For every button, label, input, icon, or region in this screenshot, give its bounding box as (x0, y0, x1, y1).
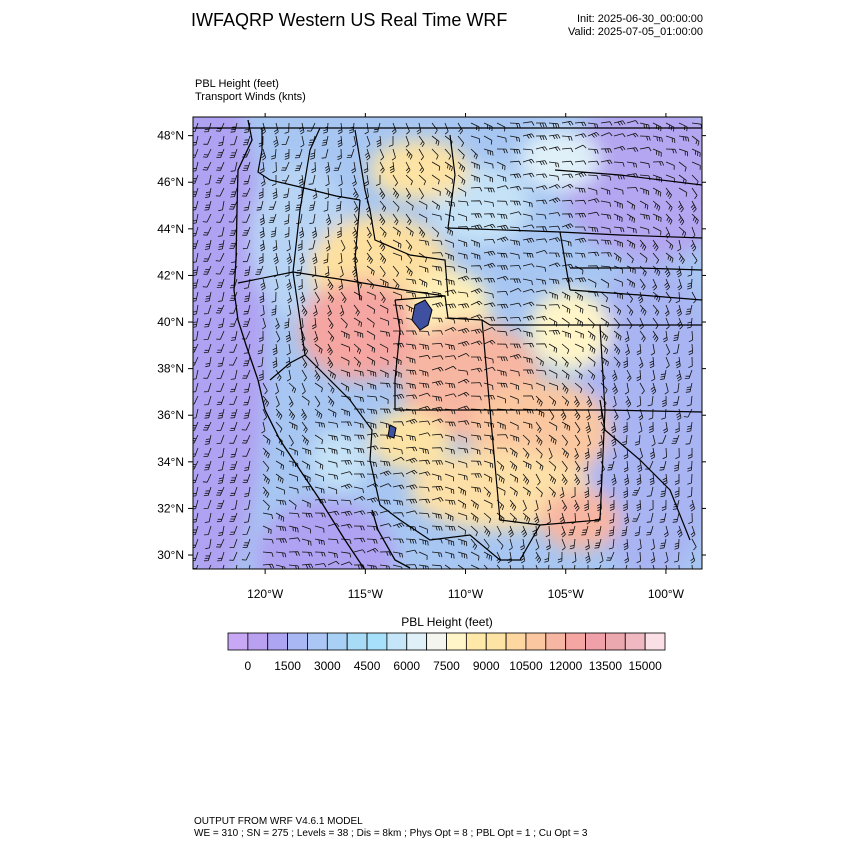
lat-label: 42°N (157, 268, 184, 283)
colorbar-title: PBL Height (feet) (401, 615, 493, 629)
colorbar-box (367, 633, 387, 650)
colorbar-box (546, 633, 566, 650)
colorbar (228, 633, 665, 673)
colorbar-label: 15000 (628, 659, 662, 673)
colorbar-box (447, 633, 467, 650)
colorbar-box (645, 633, 665, 650)
colorbar-box (307, 633, 327, 650)
lon-label: 115°W (347, 587, 383, 601)
colorbar-label: 3000 (313, 659, 341, 673)
colorbar-box (228, 633, 248, 650)
lat-label: 32°N (157, 501, 184, 516)
colorbar-box (526, 633, 546, 650)
colorbar-box (288, 633, 308, 650)
plot-title: IWFAQRP Western US Real Time WRF (191, 10, 508, 30)
colorbar-label: 0 (244, 659, 252, 673)
lon-label: 120°W (247, 587, 284, 601)
lat-label: 40°N (157, 315, 184, 330)
colorbar-box (506, 633, 526, 650)
colorbar-box (605, 633, 625, 650)
lat-label: 36°N (157, 408, 184, 423)
colorbar-label: 1500 (274, 659, 301, 673)
footer-line-1: OUTPUT FROM WRF V4.6.1 MODEL (194, 816, 363, 827)
scalar-field-label: PBL Height (feet) (195, 78, 279, 90)
colorbar-label: 4500 (353, 659, 381, 673)
colorbar-box (407, 633, 427, 650)
colorbar-label: 6000 (393, 659, 421, 673)
lon-label: 105°W (547, 587, 584, 601)
colorbar-box (486, 633, 506, 650)
lat-label: 48°N (157, 128, 184, 143)
init-time: Init: 2025-06-30_00:00:00 (577, 13, 703, 25)
vector-field-label: Transport Winds (knts) (195, 91, 306, 103)
colorbar-label: 10500 (509, 659, 543, 673)
lat-label: 30°N (157, 548, 184, 563)
colorbar-label: 12000 (548, 659, 583, 673)
colorbar-box (387, 633, 407, 650)
valid-time: Valid: 2025-07-05_01:00:00 (568, 26, 703, 38)
colorbar-box (427, 633, 447, 650)
footer-line-2: WE = 310 ; SN = 275 ; Levels = 38 ; Dis = 8km ; Phys Opt = 8 ; PBL Opt = 1 ; Cu Opt = 3 (194, 828, 588, 839)
lat-label: 38°N (157, 361, 184, 376)
colorbar-label: 9000 (472, 659, 500, 673)
colorbar-box (347, 633, 367, 650)
colorbar-label: 13500 (588, 659, 623, 673)
lat-label: 44°N (157, 221, 184, 236)
colorbar-label: 7500 (433, 659, 460, 673)
lat-label: 46°N (157, 175, 184, 190)
colorbar-box (586, 633, 606, 650)
colorbar-box (566, 633, 586, 650)
lat-label: 34°N (157, 454, 184, 469)
colorbar-box (248, 633, 268, 650)
model-info-footer (194, 816, 587, 840)
lon-label: 110°W (447, 587, 484, 601)
colorbar-box (625, 633, 645, 650)
lon-label: 100°W (647, 587, 685, 601)
colorbar-box (268, 633, 288, 650)
colorbar-box (466, 633, 486, 650)
colorbar-box (327, 633, 347, 650)
